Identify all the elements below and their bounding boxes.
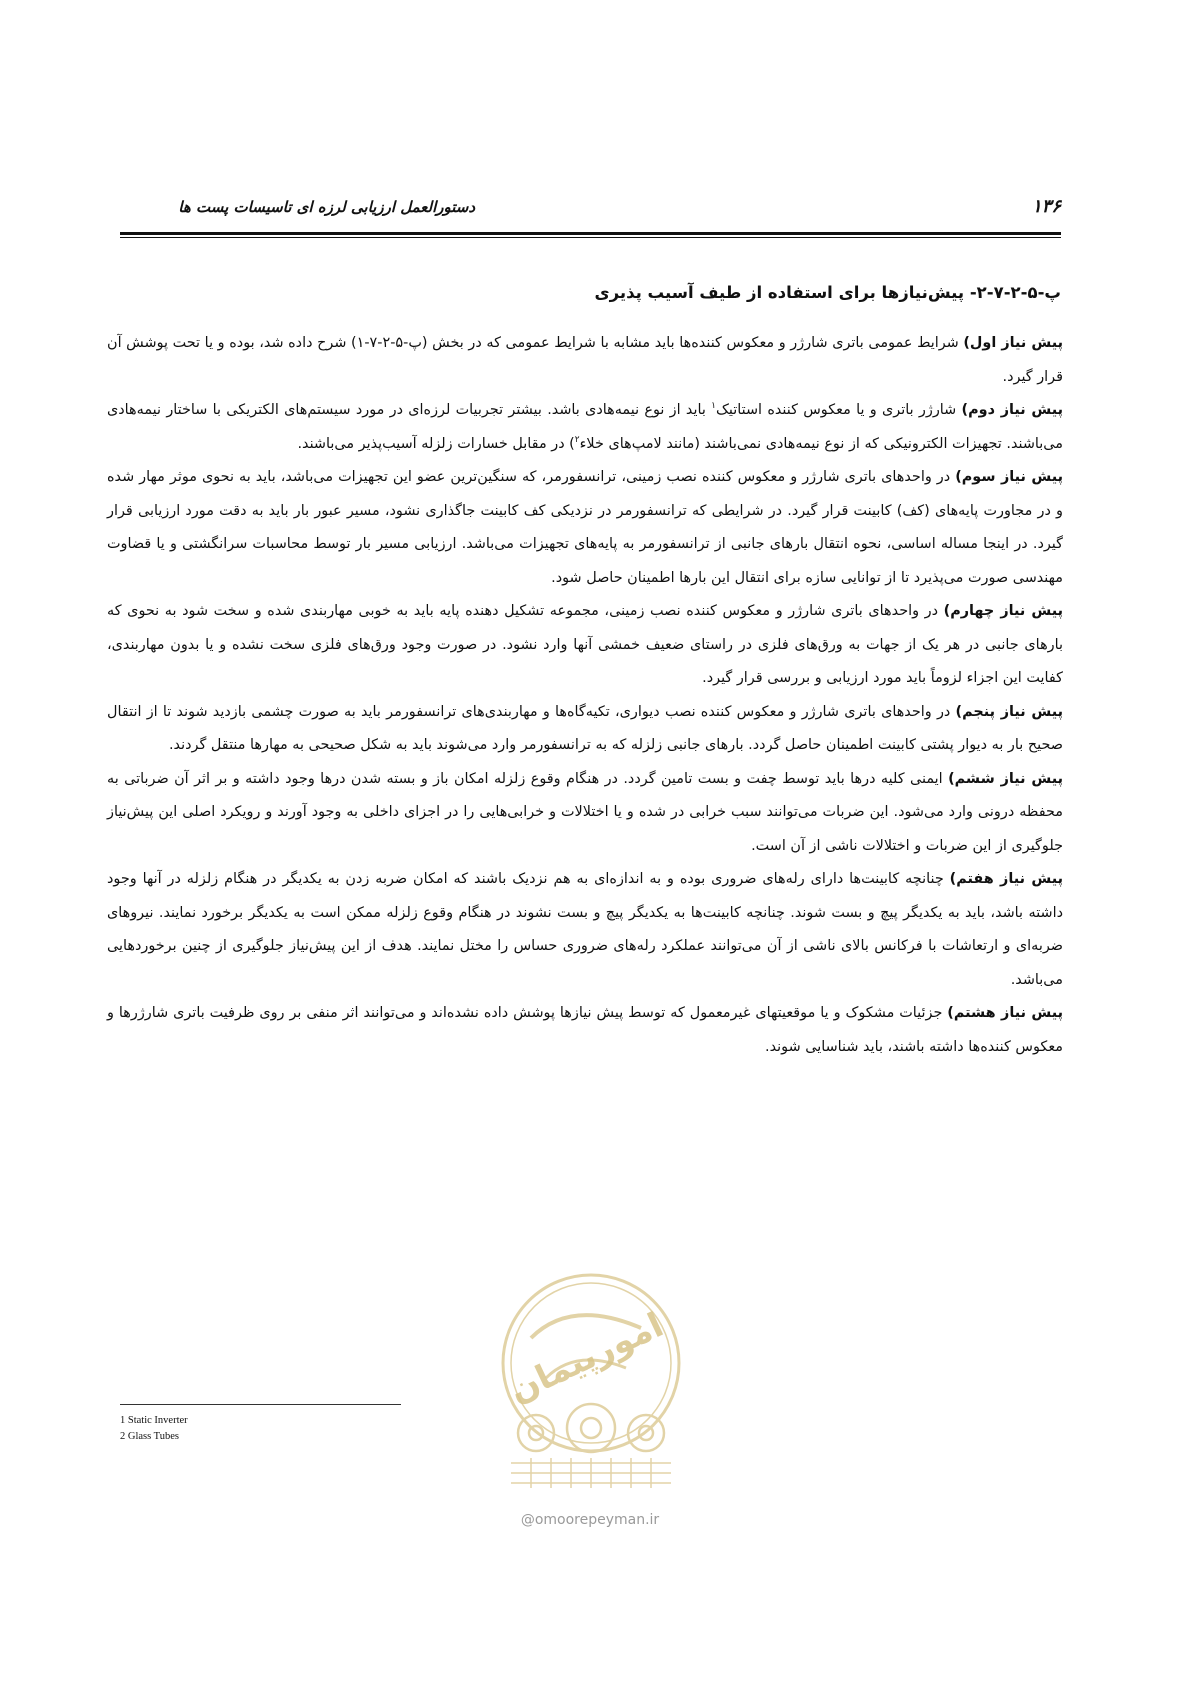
paragraph-lead: پیش نیاز چهارم) <box>943 603 1063 619</box>
footnote-2: 2 Glass Tubes <box>120 1431 179 1442</box>
footnote-ref-2[interactable]: ۲ <box>574 434 580 445</box>
page-number: ۱۳۶ <box>1031 196 1061 217</box>
paragraph-lead: پیش نیاز ششم) <box>948 770 1064 787</box>
watermark-logo-lettering: امورپیمان <box>503 1305 670 1411</box>
paragraph-lead: پیش نیاز اول) <box>963 335 1063 351</box>
paragraph-text: در واحدهای باتری شارژر و معکوس کننده نصب دیواری، تکیه‌گاه‌ها و مهاربندی‌های ترانسفورمر باید به صورت چشمی بازدید شوند تا از انتقال صحیح بار به دیوار پشتی کابینت اطمینان حاصل گردد. بارهای جانبی زلزله که به ترانسفورمر وارد می‌شوند باید به شکل صحیحی به مهارها منتقل گردند. <box>107 703 1063 753</box>
footnote-ref-1[interactable]: ۱ <box>711 401 717 412</box>
paragraph-text: شارژر باتری و یا معکوس کننده استاتیک <box>716 402 962 418</box>
prerequisite-paragraph-1 <box>107 327 1063 394</box>
running-title: دستورالعمل ارزیابی لرزه ای تاسیسات پست ها <box>178 198 475 216</box>
paragraph-lead: پیش نیاز پنجم) <box>955 703 1063 720</box>
watermark-logo <box>491 1268 691 1492</box>
prerequisite-paragraph-8 <box>107 997 1063 1064</box>
header-rule-thick <box>120 232 1061 235</box>
prerequisite-paragraph-4 <box>107 595 1063 696</box>
prerequisite-paragraph-5 <box>107 696 1063 763</box>
prerequisite-paragraph-7 <box>107 863 1063 997</box>
footnote-1: 1 Static Inverter <box>120 1415 188 1426</box>
page-header <box>120 196 1061 226</box>
prerequisite-paragraph-2 <box>107 394 1063 461</box>
paragraph-text: شرایط عمومی باتری شارژر و معکوس کننده‌ها باید مشابه با شرایط عمومی که در بخش (پ-۵-۲-۷-۱) شرح داده شد، بوده و یا تحت پوشش آن قرار گیرد. <box>107 335 1063 385</box>
watermark-logo-graphic <box>491 1268 691 1492</box>
paragraph-lead: پیش نیاز هشتم) <box>947 1005 1064 1021</box>
paragraph-lead: پیش نیاز دوم) <box>961 402 1064 418</box>
prerequisite-paragraph-6 <box>107 763 1063 864</box>
footnote-rule <box>120 1404 401 1405</box>
paragraph-text: جزئیات مشکوک و یا موقعیتهای غیرمعمول که توسط پیش نیازها پوشش داده نشده‌اند و می‌توانند اثر منفی بر روی ظرفیت باتری شارژرها و معکوس کننده‌ها داشته باشند، باید شناسایی شوند. <box>107 1005 1063 1055</box>
header-rule-thin <box>120 237 1061 238</box>
paragraph-text: ایمنی کلیه درها باید توسط چفت و بست تامین گردد. در هنگام وقوع زلزله امکان باز و بسته شدن درها وجود داشته و بر اثر آن ضرباتی به محفظه درونی وارد می‌شود. این ضربات می‌توانند سبب خرابی در شده و یا اختلالات و خرابی‌هایی را در اجزای داخلی به وجود آورند و رویکرد اصلی این پیش‌نیاز جلوگیری از این ضربات و اختلالات ناشی از آن است. <box>107 770 1063 854</box>
paragraph-text: در واحدهای باتری شارژر و معکوس کننده نصب زمینی، ترانسفورمر، که سنگین‌ترین عضو این تجهیزات می‌باشد، باید به نحوی موثر مهار شده و در مجاورت پایه‌های (کف) کابینت قرار گیرد. در شرایطی که ترانسفورمر در نزدیکی کف کابینت جاگذاری نشود، مسیر عبور بار باید به دقت مورد ارزیابی قرار گیرد. در اینجا مساله اساسی، نحوه انتقال بارهای جانبی از ترانسفورمر به پایه‌های تجهیزات می‌باشد. ارزیابی مسیر بار توسط محاسبات سرانگشتی و یا قضاوت مهندسی صورت می‌پذیرد تا از توانایی سازه برای انتقال این بارها اطمینان حاصل شود. <box>107 469 1063 586</box>
paragraph-text: باید از نوع نیمه‌هادی باشد. بیشتر تجربیات لرزه‌ای در مورد سیستم‌های الکتریکی با ساختار نیمه‌هادی می‌باشند. تجهیزات الکترونیکی که از نوع نیمه‌هادی نمی‌باشند (مانند لامپ‌های خلاء <box>107 402 1063 452</box>
paragraph-lead: پیش نیاز هفتم) <box>949 871 1063 887</box>
paragraph-text: در واحدهای باتری شارژر و معکوس کننده نصب زمینی، مجموعه تشکیل دهنده پایه باید به خوبی مهاربندی شده و سخت شود به نحوی که بارهای جانبی در هر یک از جهات به ورق‌های فلزی در راستای ضعیف خمشی آنها وارد نشود. در صورت وجود ورق‌های فلزی سخت نشده و یا بدون مهاربندی، کفایت این اجزاء لزوماً باید مورد ارزیابی و بررسی قرار گیرد. <box>107 603 1063 686</box>
watermark-site: @omoorepeyman.ir <box>520 1512 660 1528</box>
paragraph-text: چنانچه کابینت‌ها دارای رله‌های ضروری بوده و به اندازه‌ای به هم نزدیک باشند که امکان ضربه زدن به یکدیگر در هنگام زلزله در آنها وجود داشته باشد، باید به یکدیگر پیچ و بست شوند. چنانچه کابینت‌ها به یکدیگر پیچ و بست نشوند در هنگام وقوع زلزله ممکن است به یکدیگر برخورد نمایند. نیروهای ضربه‌ای و ارتعاشات با فرکانس بالای ناشی از آن می‌توانند عملکرد رله‌های ضروری حساس را مختل نمایند. هدف از این پیش‌نیاز جلوگیری از چنین برخوردهایی می‌باشد. <box>107 871 1063 988</box>
footnotes <box>120 1413 188 1445</box>
prerequisite-paragraph-3 <box>107 461 1063 595</box>
section-heading: پ-۵-۲-۷-۲- پیش‌نیازها برای استفاده از طیف آسیب پذیری <box>594 283 1061 302</box>
paragraph-text: ) در مقابل خسارات زلزله آسیب‌پذیر می‌باشند. <box>297 435 575 452</box>
body-text <box>107 327 1063 1064</box>
paragraph-lead: پیش نیاز سوم) <box>955 469 1063 485</box>
